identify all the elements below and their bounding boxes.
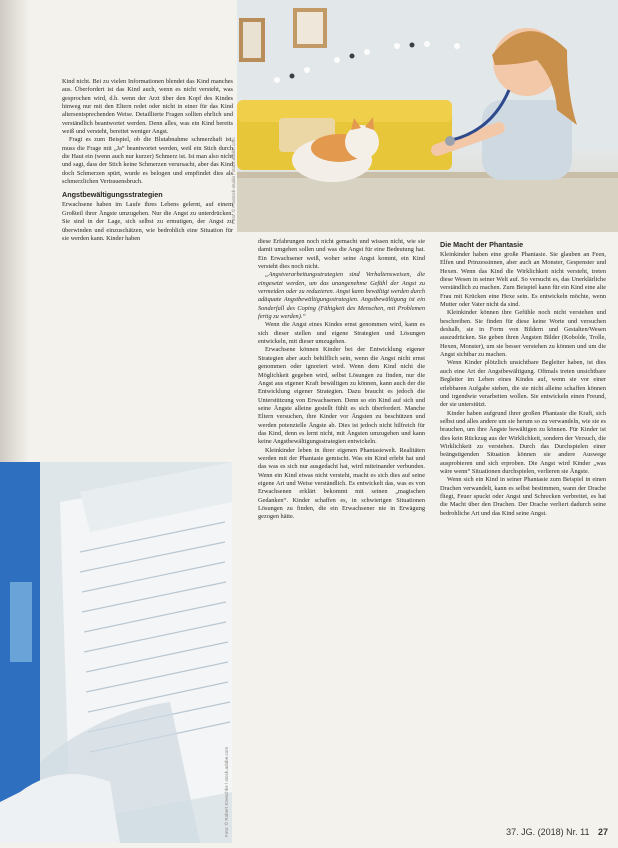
paragraph: Kind nicht. Bei zu vielen Informationen blendet das Kind manches aus. Überfordert ist das Kind auch, wenn es nicht versteht, was gesprochen wird, d.h. wenn der Arzt über den Kopf des Kindes hinweg nur mit den Eltern redet oder nicht in einer für das Kind altersentsprechenden Weise. Detaillierte Fragen sollten ehrlich und verständlich beantwortet werden. Denn alles, was ein Kind bereits weiß und versteht, bereitet weniger Angst. (62, 78, 233, 136)
text-column-2 (258, 238, 425, 522)
text-column-1 (62, 78, 233, 243)
quote-paragraph (258, 271, 425, 321)
journal-issue: 37. JG. (2018) Nr. 11 (506, 827, 590, 837)
paragraph: Wenn sich ein Kind in seiner Phantasie zum Beispiel in einen Drachen verwandelt, kann es selbst bestimmen, wann der Drache fliegt, Feuer spuckt oder Angst und Schrecken verbreitet, es hat die Macht über den Drachen. Der Drache verliert dadurch seine bedrohliche Art und das Kind seine Angst. (440, 476, 606, 517)
photo-credit-top: Foto: © Prostock-studio / stock.adobe.com (231, 137, 236, 224)
paragraph: Wenn Kinder plötzlich unsichtbare Begleiter haben, ist dies auch eine Art der Angstbewältigung. Oftmals treten unsichtbare Begleiter im Leben eines Kindes auf, wenn sie vor einer erlebbaren Aufgabe stehen, die sie nicht alleine schaffen können und irgendwie verarbeiten wollen. Sie entwickeln einen Freund, der sie unterstützt. (440, 359, 606, 409)
paragraph: Kinder haben aufgrund ihrer großen Phantasie die Kraft, sich selbst und alles andere um sie herum so zu verwandeln, wie sie es brauchen, um ihre Ängste bewältigen zu können. Für Kinder ist dies kein Rückzug aus der Wirklichkeit, sondern der Versuch, die Wirklichkeit zu verstehen. Durch das Durchspielen einer beängstigenden Situation können sie andere Auswege ausprobieren und sich erproben. Die Angst wird Kinder „was wäre wenn“ Situationen durchspielen, verlieren sie Ängste. (440, 409, 606, 475)
photo-credit-left: Foto: © Robert Kneschke / stock.adobe.com (224, 746, 229, 837)
page-footer (506, 827, 608, 837)
paragraph: Fragt es zum Beispiel, ob die Blutabnahme schmerzhaft ist, muss die Frage mit „Ja“ beantwortet werden, weil ein Stich durch die Haut ein (wenn auch nur kurzer) Schmerz ist. Ist man also nicht und sagt, dass der Stich keine Schmerzen verursacht, aber das Kind doch Schmerzen spürt, wurde es belogen und empfindet dies als schmerzlichen Vertrauensbruch. (62, 136, 233, 186)
section-heading: Angstbewältigungsstrategien (62, 190, 163, 200)
section-heading: Die Macht der Phantasie (440, 240, 524, 249)
paragraph: Kleinkinder können ihre Gefühle noch nicht verstehen und beschreiben. Sie finden für diese keine Worte und versuchen deshalb, sie in Form von Bildern und Gestalten/Wesen auszudrücken. Sie geben ihren Ängsten Bilder (Kobolde, Trolle, Hexen, Monster), um sie besser verstehen zu können und um die Angst sichtbar zu machen. (440, 309, 606, 359)
page-number: 27 (597, 827, 608, 837)
paragraph: Wenn die Angst eines Kindes ernst genommen wird, kann es sich dieser stellen und eigene Strategien und Lösungen entwickeln, mit dieser umzugehen. (258, 321, 425, 346)
photo-paper-drawings (0, 462, 232, 843)
photo-girl-with-cat (231, 0, 618, 232)
paragraph: diese Erfahrungen noch nicht gemacht und wissen nicht, wie sie damit umgehen sollen und was die Angst für eine Bedeutung hat. Ein Erwachsener weiß, woher seine Angst kommt, ein Kind versteht dies noch nicht. (258, 238, 425, 271)
photo-girl-with-cat-illustration (237, 0, 618, 232)
quote-text: „Angstverarbeitungsstrategien sind Verhaltensweisen, die eingesetzt werden, um das unangenehme Gefühl der Angst zu vermeiden oder zu reduzieren. Angst kann bewältigt werden durch adäquate Angstbewältigungsstrategien. Angstbewältigung ist ein Sonderfall des Coping (Fähigkeit des Menschen, mit Problemen fertig zu werden).“ (258, 271, 425, 321)
paragraph: Erwachsene haben im Laufe ihres Lebens gelernt, auf einem Großteil ihrer Ängste umzugehen. Nur die Angst zu unterdrücken. Sie sind in der Lage, sich selbst zu ermutigen, der Angst zu überwinden und einzuschätzen, wie bedrohlich eine Situation für sie werden kann. Kinder haben (62, 201, 233, 242)
paragraph: Kleinkinder leben in ihrer eigenen Phantasiewelt. Realitäten werden mit der Phantasie gemischt. Was ein Kind erlebt hat und das was es sich nur ausgedacht hat, wird miteinander verbunden. Wenn ein Kind etwas nicht versteht, macht es sich dies auf seine eigene Art und Weise verständlich. Es entwickelt das, was es von Erwachsenen erklärt bekommt mit seinen „magischen Gedanken“. Kinder schaffen es, in schwierigen Situationen Lösungen zu finden, die ein Erwachsener nie in Erwägung gezogen hätte. (258, 446, 425, 521)
photo-paper-drawings-illustration (0, 462, 232, 843)
paragraph: Erwachsene können Kinder bei der Entwicklung eigener Strategien aber auch behilflich sein, wenn die Angst nicht ernst genommen oder ignoriert wird. Wenn dem Kind nicht die Möglichkeit gegeben wird, selbst Lösungen zu finden, nur die Angst aus eigener Kraft bewältigen zu können, kann auch der die Entwicklung eigener Strategien. Dazu braucht es jedoch die Unterstützung von Erwachsenen. Denn so ein Kind auf sich und seine Ängste alleine gestellt fühlt es sich überfordert. Manche Eltern versuchen, ihre Kinder vor Ängsten zu beschützen und werden potenzielle Ängste ab. Dies ist jedoch nicht hilfreich für das Kind, denn es lernt nicht, mit Ängsten umzugehen und kann keine Angstbewältigungsstrategien entwickeln. (258, 346, 425, 446)
text-column-3 (440, 240, 606, 518)
paragraph: Kleinkinder haben eine große Phantasie. Sie glauben an Feen, Elfen und Prinzessinnen, aber auch an Monster, Gespenster und Hexen. Wenn das Kind die Wirklichkeit nicht versteht, treten diese Wesen in seiner Welt auf. So versucht es, das Unerklärliche verständlich zu machen. Zum Beispiel kann für ein Kind eine alte Frau mit Krücken eine Hexe sein. Es entwickeln möchte, wenn Mutter oder Vater nicht da sind. (440, 251, 606, 309)
